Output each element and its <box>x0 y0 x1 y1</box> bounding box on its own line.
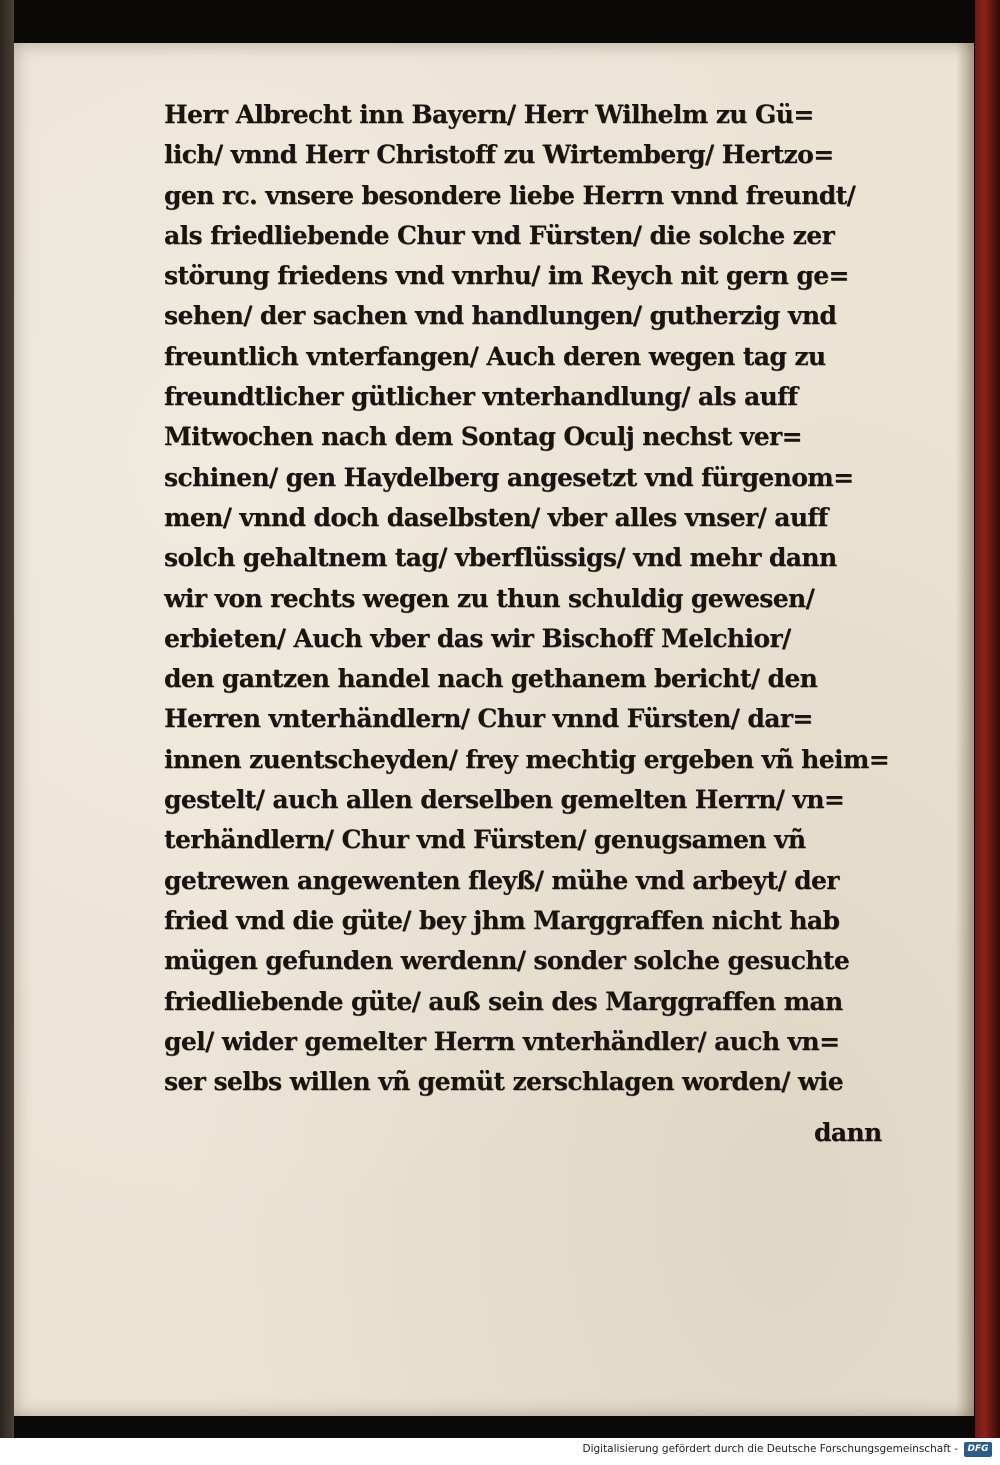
funding-credit: Digitalisierung gefördert durch die Deutsche Forschungsgemeinschaft - <box>582 1443 958 1455</box>
page-gutter-shadow <box>956 43 974 1416</box>
dfg-logo-icon: DFG <box>964 1442 992 1457</box>
text-line: Herren vnterhändlern/ Chur vnnd Fürsten/ dar= <box>164 704 813 734</box>
text-line: lich/ vnnd Herr Christoff zu Wirtemberg/ Hertzo= <box>164 140 834 170</box>
text-line: terhändlern/ Chur vnd Fürsten/ genugsamen vñ <box>164 825 806 855</box>
text-line: erbieten/ Auch vber das wir Bischoff Melchior/ <box>164 623 791 653</box>
text-line: innen zuentscheyden/ frey mechtig ergeben vñ heim= <box>164 744 890 774</box>
text-line: sehen/ der sachen vnd handlungen/ gutherzig vnd <box>164 301 837 331</box>
book-edge-right <box>975 0 1000 1438</box>
blackletter-text-block <box>164 95 924 1102</box>
catchword: dann <box>814 1118 882 1147</box>
text-line: gestelt/ auch allen derselben gemelten Herrn/ vn= <box>164 785 845 815</box>
text-line: solch gehaltnem tag/ vberflüssigs/ vnd mehr dann <box>164 543 837 573</box>
text-line: als friedliebende Chur vnd Fürsten/ die solche zer <box>164 220 835 250</box>
text-line: den gantzen handel nach gethanem bericht/ den <box>164 664 818 694</box>
text-line: gen rc. vnsere besondere liebe Herrn vnnd freundt/ <box>164 180 856 210</box>
text-line: getrewen angewenten fleyß/ mühe vnd arbeyt/ der <box>164 865 839 895</box>
text-line: friedliebende güte/ auß sein des Marggraffen man <box>164 986 843 1016</box>
paper-page <box>14 43 974 1416</box>
text-line: störung friedens vnd vnrhu/ im Reych nit gern ge= <box>164 261 849 291</box>
text-line: Mitwochen nach dem Sontag Oculj nechst ver= <box>164 422 802 452</box>
text-line: men/ vnnd doch daselbsten/ vber alles vnser/ auff <box>164 502 828 532</box>
text-line: Herr Albrecht inn Bayern/ Herr Wilhelm zu Gü= <box>164 100 814 129</box>
text-line: freundtlicher gütlicher vnterhandlung/ als auff <box>164 382 798 412</box>
text-line: ser selbs willen vñ gemüt zerschlagen worden/ wie <box>164 1067 844 1097</box>
text-line: mügen gefunden werdenn/ sonder solche gesuchte <box>164 946 850 976</box>
text-line: freuntlich vnterfangen/ Auch deren wegen tag zu <box>164 341 826 371</box>
digitization-footer <box>0 1438 1000 1465</box>
text-line: wir von rechts wegen zu thun schuldig gewesen/ <box>164 583 815 613</box>
book-edge-left <box>0 0 14 1438</box>
text-line: fried vnd die güte/ bey jhm Marggraffen nicht hab <box>164 905 840 935</box>
text-line: gel/ wider gemelter Herrn vnterhändler/ auch vn= <box>164 1026 840 1056</box>
text-line: schinen/ gen Haydelberg angesetzt vnd fürgenom= <box>164 462 854 492</box>
